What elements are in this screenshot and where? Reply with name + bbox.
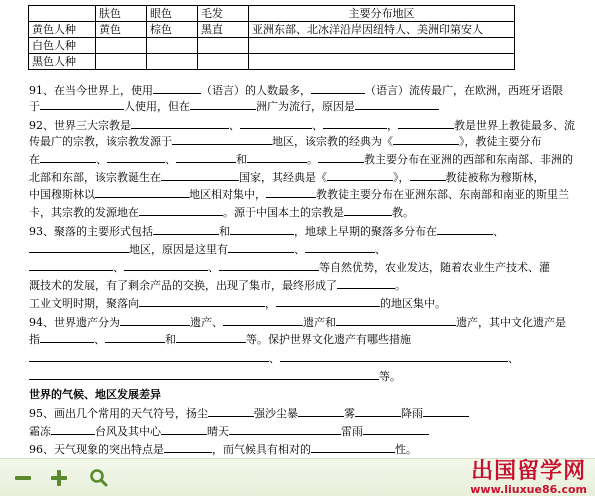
blank <box>298 405 344 417</box>
blank <box>247 151 307 163</box>
q94-line-1: 94、世界遗产分为 遗产、 遗产和 遗产，其中文化遗产是 <box>29 316 566 329</box>
blank <box>176 331 246 343</box>
blank <box>410 169 446 181</box>
table-header-row <box>29 6 515 22</box>
q92-line-5: 中国穆斯林以 地区相对集中， 教教徒主要分布在亚洲东部、东南部和南亚的斯里兰 <box>29 188 569 201</box>
blank <box>131 117 229 129</box>
table-header-cell: 眼色 <box>147 6 198 22</box>
q92-line-2: 传最广的宗教，该宗教发源于 地区，该宗教的经典为《 》，教徒主要分布 <box>29 135 542 148</box>
table-cell <box>147 38 198 54</box>
logo-name: 出国留学网 <box>471 459 587 484</box>
blank <box>40 98 124 110</box>
q94-line-2: 指 、 和 等。保护世界文化遗产有哪些措施 <box>29 333 411 346</box>
blank <box>208 405 254 417</box>
blank <box>172 133 272 145</box>
table-cell <box>249 38 515 54</box>
table-cell <box>96 54 147 70</box>
table-cell <box>249 54 515 70</box>
blank <box>29 368 379 380</box>
blank <box>280 350 508 362</box>
blank <box>398 117 454 129</box>
blank <box>323 117 387 129</box>
q94-line-3: 、 、 <box>29 350 589 367</box>
blank <box>355 405 401 417</box>
blank <box>311 441 395 453</box>
logo-url: www.liuxue86.com <box>470 483 587 496</box>
table-cell: 黑直 <box>198 22 249 38</box>
blank <box>161 169 239 181</box>
q93-line-1: 93、聚落的主要形式包括 和 ，地球上早期的聚落多分布在 、 <box>29 225 504 238</box>
blank <box>336 314 456 326</box>
blank <box>219 259 319 271</box>
blank <box>29 350 269 362</box>
blank <box>139 204 223 216</box>
blank <box>40 331 94 343</box>
blank <box>229 423 341 435</box>
blank <box>423 405 469 417</box>
blank <box>29 241 129 253</box>
table-cell: 黑色人种 <box>29 54 96 70</box>
table-row <box>29 38 515 54</box>
table-row <box>29 54 515 70</box>
table-cell: 棕色 <box>147 22 198 38</box>
table-cell: 黄色人种 <box>29 22 96 38</box>
table-cell: 黄色 <box>96 22 147 38</box>
table-cell: 亚洲东部、北冰洋沿岸因纽特人、美洲印第安人 <box>249 22 515 38</box>
blank <box>51 423 95 435</box>
q93-line-5: 工业文明时期，聚落向 ， 的地区集中。 <box>29 297 446 310</box>
blank <box>105 331 165 343</box>
minus-icon <box>12 467 34 489</box>
blank <box>393 133 459 145</box>
blank <box>355 98 439 110</box>
blank <box>276 295 380 307</box>
q91-line-1: 91、在当今世界上，使用 （语言）的人数最多， （语言）流传最广，在欧洲，西班牙语限 <box>29 84 563 97</box>
q94-line-4: 等。 <box>29 368 589 385</box>
blank <box>228 241 294 253</box>
blank <box>240 117 312 129</box>
blank <box>153 82 201 94</box>
table-cell: 白色人种 <box>29 38 96 54</box>
blank <box>176 151 236 163</box>
blank <box>161 423 207 435</box>
blank <box>29 259 113 271</box>
viewer-toolbar <box>0 458 595 496</box>
blank <box>164 441 212 453</box>
q91-line-2: 于 人使用，但在 洲广为流行，原因是 <box>29 98 589 115</box>
table-header-cell: 主要分布地区 <box>249 6 515 22</box>
q92-line-6: 卡，其宗教的发源地在 。源于中国本土的宗教是 教。 <box>29 206 414 219</box>
blank <box>437 223 493 235</box>
blank <box>153 223 219 235</box>
human-races-table <box>28 5 515 70</box>
blank <box>95 186 189 198</box>
blank <box>311 82 365 94</box>
table-cell <box>147 54 198 70</box>
plus-icon <box>48 467 70 489</box>
table-cell <box>198 38 249 54</box>
blank <box>363 423 429 435</box>
magnifier-icon <box>88 467 110 489</box>
blank <box>230 223 294 235</box>
section-title: 世界的气候、地区发展差异 <box>29 388 161 401</box>
zoom-out-button[interactable] <box>12 467 34 489</box>
q92-line-1: 92、世界三大宗教是 、 、 ， 教是世界上教徒最多、流 <box>29 119 575 132</box>
blank <box>344 204 392 216</box>
zoom-in-button[interactable] <box>48 467 70 489</box>
q96-line-1: 96、天气现象的突出特点是 ，而气候具有相对的 性。 <box>29 443 417 456</box>
q92-line-3: 在 、 、 和 。 教主要分布在亚洲的西部和东南部、非洲的 <box>29 153 573 166</box>
blank <box>124 259 208 271</box>
q95-line-1: 95、画出几个常用的天气符号，扬尘 强沙尘暴 雾 降雨 <box>29 405 589 422</box>
q93-line-4: 溉技术的发展，有了剩余产品的交换，出现了集市，最终形成了 。 <box>29 279 406 292</box>
blank <box>107 151 165 163</box>
blank <box>318 151 364 163</box>
table-header-cell <box>29 6 96 22</box>
table-header-cell: 肤色 <box>96 6 147 22</box>
blank <box>266 186 316 198</box>
table-row <box>29 22 515 38</box>
site-logo[interactable] <box>470 460 587 495</box>
table-cell <box>198 54 249 70</box>
search-button[interactable] <box>88 467 110 489</box>
blank <box>327 169 393 181</box>
blank <box>190 98 256 110</box>
blank <box>305 241 375 253</box>
blank <box>139 295 265 307</box>
table-cell <box>96 38 147 54</box>
blank <box>337 277 395 289</box>
q95-line-2: 霜冻 台风及其中心 晴天 雷雨 <box>29 423 589 440</box>
q93-line-3: 、 、 等自然优势，农业发达，随着农业生产技术、灌 <box>29 259 589 276</box>
blank <box>120 314 190 326</box>
blank <box>40 151 96 163</box>
table-header-cell: 毛发 <box>198 6 249 22</box>
q93-line-2: 地区，原因是这里有 、 、 <box>29 241 589 258</box>
q92-line-4: 北部和东部，该宗教诞生在 国家，其经典是《 》， 教徒被称为穆斯林， <box>29 171 545 184</box>
blank <box>223 314 303 326</box>
